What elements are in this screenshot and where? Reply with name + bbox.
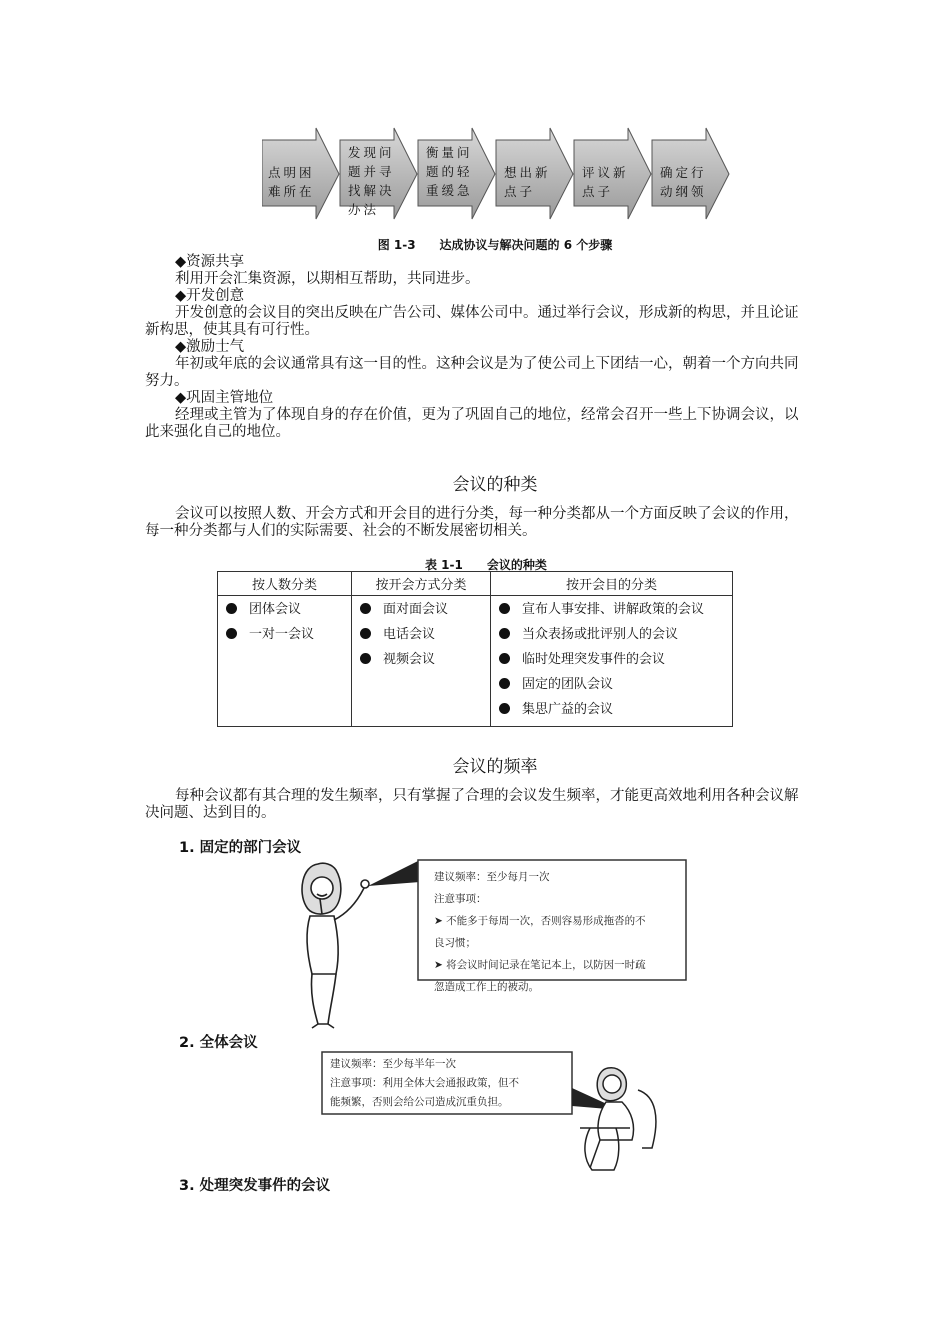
- flow-step-2: 发现问 题并寻 找解决 办法: [348, 145, 395, 217]
- bullet-icon: [499, 628, 510, 639]
- flow-step-1: 点明困 难所在: [268, 165, 315, 199]
- column-header-method: 按开会方式分类: [352, 572, 491, 596]
- list-item: 视频会议: [360, 651, 486, 676]
- section-heading-kinds: 会议的种类: [452, 475, 538, 495]
- list-item: 一对一会议: [226, 626, 347, 651]
- table-caption: 表 1-1 会议的种类: [425, 558, 547, 572]
- purpose-title-4: ◆巩固主管地位: [175, 390, 274, 406]
- purpose-title-1: ◆资源共享: [175, 254, 245, 270]
- bullet-icon: [360, 653, 371, 664]
- flow-step-4: 想出新 点子: [504, 165, 551, 199]
- bullet-icon: [499, 703, 510, 714]
- bullet-icon: [499, 678, 510, 689]
- list-item: 电话会议: [360, 626, 486, 651]
- section-heading-frequency: 会议的频率: [452, 757, 538, 777]
- table-header-row: [218, 572, 733, 596]
- purpose-text-2: 开发创意的会议目的突出反映在广告公司、媒体公司中。通过举行会议，形成新的构思，并且论证新构思，使其具有可行性。: [145, 305, 799, 338]
- list-item: 临时处理突发事件的会议: [499, 651, 728, 676]
- column-header-people: 按人数分类: [218, 572, 352, 596]
- purpose-text-3: 年初或年底的会议通常具有这一目的性。这种会议是为了使公司上下团结一心，朝着一个方向共同努力。: [145, 356, 799, 389]
- table-cell-people: [218, 596, 352, 727]
- figure-caption: 图 1-3 达成协议与解决问题的 6 个步骤: [377, 238, 613, 252]
- bubble-2-line: 注意事项：利用全体大会通报政策，但不: [330, 1077, 519, 1089]
- bullet-icon: [499, 603, 510, 614]
- bullet-icon: [226, 603, 237, 614]
- list-item: 固定的团队会议: [499, 676, 728, 701]
- frequency-intro: 每种会议都有其合理的发生频率，只有掌握了合理的会议发生频率，才能更高效地利用各种会议解决问题、达到目的。: [145, 788, 799, 821]
- bubble-1-line: 建议频率：至少每月一次: [434, 871, 550, 883]
- item-title-1: 1. 固定的部门会议: [179, 840, 302, 856]
- item-title-3: 3. 处理突发事件的会议: [179, 1178, 331, 1194]
- table-row: [218, 596, 733, 727]
- kinds-table: [217, 571, 733, 727]
- bullet-icon: [360, 628, 371, 639]
- bubble-1-line: 注意事项：: [434, 893, 487, 905]
- kinds-intro: 会议可以按照人数、开会方式和开会目的进行分类，每一种分类都从一个方面反映了会议的作用，每一种分类都与人们的实际需要、社会的不断发展密切相关。: [145, 506, 799, 539]
- item-title-2: 2. 全体会议: [179, 1035, 258, 1051]
- table-cell-purpose: [491, 596, 733, 727]
- list-item: 当众表扬或批评别人的会议: [499, 626, 728, 651]
- bubble-1-line: ➤ 将会议时间记录在笔记本上，以防因一时疏: [434, 959, 646, 971]
- flow-diagram: [262, 126, 732, 221]
- list-item: 团体会议: [226, 601, 347, 626]
- flow-step-3: 衡量问 题的轻 重缓急: [426, 145, 473, 198]
- list-item: 宣布人事安排、讲解政策的会议: [499, 601, 728, 626]
- bubble-2: [330, 1055, 570, 1112]
- list-item: 集思广益的会议: [499, 701, 728, 726]
- bubble-1-line: ➤ 不能多于每周一次，否则容易形成拖沓的不: [434, 915, 646, 927]
- purpose-title-3: ◆激励士气: [175, 339, 245, 355]
- bullet-icon: [360, 603, 371, 614]
- bullet-icon: [499, 653, 510, 664]
- list-item: 面对面会议: [360, 601, 486, 626]
- flow-step-6: 确定行 动纲领: [660, 165, 707, 199]
- purpose-text-4: 经理或主管为了体现自身的存在价值，更为了巩固自己的地位，经常会召开一些上下协调会议，以此来强化自己的地位。: [145, 407, 799, 440]
- bubble-2-line: 建议频率：至少每半年一次: [330, 1058, 456, 1070]
- flow-step-5: 评议新 点子: [582, 165, 629, 199]
- table-cell-method: [352, 596, 491, 727]
- purpose-title-2: ◆开发创意: [175, 288, 245, 304]
- purpose-text-1: 利用开会汇集资源，以期相互帮助，共同进步。: [175, 271, 480, 287]
- bubble-1-line: 良习惯；: [434, 937, 476, 949]
- bullet-icon: [226, 628, 237, 639]
- column-header-purpose: 按开会目的分类: [491, 572, 733, 596]
- bubble-2-line: 能频繁，否则会给公司造成沉重负担。: [330, 1096, 509, 1108]
- purposes-section: [145, 254, 807, 441]
- bubble-1: [434, 866, 684, 998]
- bubble-1-line: 忽造成工作上的被动。: [434, 981, 539, 993]
